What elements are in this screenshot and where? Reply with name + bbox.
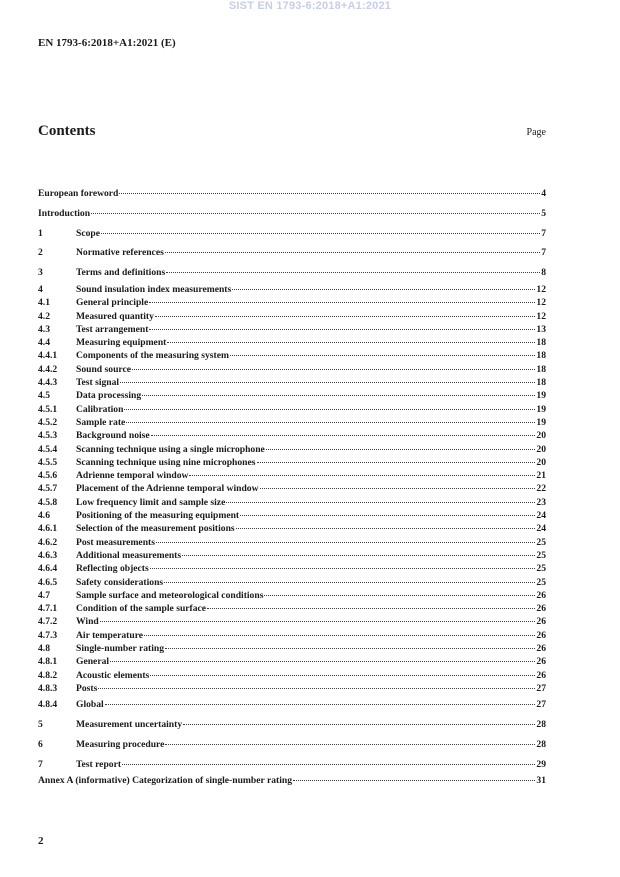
- dot-leader: [236, 527, 536, 529]
- toc-entry[interactable]: [38, 456, 546, 469]
- toc-entry-title: Additional measurements: [76, 549, 182, 561]
- toc-entry-title: Measurement uncertainty: [76, 718, 183, 730]
- toc-entry-title: Condition of the sample surface: [76, 603, 207, 615]
- toc-entry[interactable]: [38, 589, 546, 602]
- toc-entry-number: 4.8.2: [38, 669, 58, 681]
- toc-entry[interactable]: [38, 602, 546, 615]
- dot-leader: [124, 408, 535, 410]
- watermark: SIST EN 1793-6:2018+A1:2021: [228, 0, 392, 12]
- toc-entry-title: Placement of the Adrienne temporal window: [76, 483, 259, 495]
- toc-entry-page: 27: [536, 699, 546, 711]
- toc-entry[interactable]: [38, 562, 546, 575]
- toc-entry-title: Scanning technique using a single microphone: [76, 443, 265, 455]
- toc-entry[interactable]: [38, 522, 546, 535]
- toc-entry-page: 12: [536, 297, 546, 309]
- toc-entry-page: 18: [536, 363, 546, 375]
- toc-entry-page: 26: [536, 669, 546, 681]
- toc-entry-title: European foreword: [38, 188, 119, 199]
- toc-entry[interactable]: [38, 695, 546, 715]
- dot-leader: [164, 581, 535, 583]
- toc-entry-title: Data processing: [76, 390, 142, 402]
- toc-entry-page: 7: [541, 247, 546, 259]
- toc-entry-page: 22: [536, 483, 546, 495]
- toc-entry-title: Measuring procedure: [76, 738, 165, 750]
- toc-entry-number: 4.7.2: [38, 616, 58, 628]
- dot-leader: [167, 341, 535, 343]
- toc-entry-page: 24: [536, 523, 546, 535]
- dot-leader: [182, 554, 535, 556]
- toc-entry[interactable]: [38, 615, 546, 628]
- toc-entry-title: Normative references: [76, 247, 164, 259]
- dot-leader: [165, 743, 535, 745]
- dot-leader: [132, 368, 535, 370]
- toc-entry[interactable]: [38, 774, 546, 787]
- dot-leader: [105, 703, 536, 705]
- toc-entry-title: Measured quantity: [76, 310, 154, 322]
- toc-entry-title: Components of the measuring system: [76, 350, 229, 362]
- toc-entry[interactable]: [38, 755, 546, 775]
- dot-leader: [260, 487, 536, 489]
- toc-entry-page: 25: [536, 576, 546, 588]
- toc-entry-page: 18: [536, 377, 546, 389]
- toc-entry-title: Adrienne temporal window: [76, 470, 189, 482]
- toc-entry[interactable]: [38, 389, 546, 402]
- toc-entry-number: 4.6.5: [38, 576, 58, 588]
- toc-entry-number: 4.5.2: [38, 416, 58, 428]
- toc-entry-number: 4.8.4: [38, 699, 58, 711]
- toc-entry-page: 25: [536, 549, 546, 561]
- toc-entry-page: 26: [536, 656, 546, 668]
- toc-entry-page: 4: [541, 188, 546, 199]
- toc-entry[interactable]: [38, 536, 546, 549]
- dot-leader: [150, 674, 535, 676]
- toc-entry-page: 26: [536, 589, 546, 601]
- toc-entry[interactable]: [38, 669, 546, 682]
- toc-entry-page: 25: [536, 536, 546, 548]
- toc-entry-page: 20: [536, 430, 546, 442]
- toc-entry-title: Introduction: [38, 207, 91, 219]
- toc-entry[interactable]: [38, 416, 546, 429]
- dot-leader: [266, 448, 536, 450]
- toc-entry-page: 27: [536, 682, 546, 694]
- toc-entry-title: Scope: [76, 227, 100, 239]
- toc-entry-page: 31: [536, 775, 546, 787]
- toc-entry[interactable]: [38, 629, 546, 642]
- toc-entry-number: 4.5.8: [38, 496, 58, 508]
- toc-entry[interactable]: [38, 715, 546, 735]
- toc-entry-page: 24: [536, 510, 546, 522]
- toc-entry-number: 4.6: [38, 510, 50, 522]
- toc-entry-number: 6: [38, 738, 43, 750]
- toc-entry[interactable]: [38, 509, 546, 522]
- toc-entry-number: 3: [38, 267, 43, 279]
- toc-entry[interactable]: [38, 296, 546, 309]
- dot-leader: [149, 301, 535, 303]
- toc-entry[interactable]: [38, 310, 546, 323]
- dot-leader: [226, 501, 535, 503]
- toc-entry-page: 7: [541, 227, 546, 239]
- toc-entry-page: 19: [536, 416, 546, 428]
- table-of-contents: [38, 184, 546, 788]
- toc-entry-title: Scanning technique using nine microphones: [76, 456, 256, 468]
- toc-entry-title: Posts: [76, 682, 98, 694]
- toc-entry-page: 18: [536, 337, 546, 349]
- dot-leader: [165, 251, 540, 253]
- toc-entry-number: 4.5.4: [38, 443, 58, 455]
- toc-entry-title: Sound insulation index measurements: [76, 283, 232, 295]
- toc-entry[interactable]: [38, 429, 546, 442]
- toc-entry-page: 26: [536, 616, 546, 628]
- toc-entry-number: 4.6.3: [38, 549, 58, 561]
- toc-entry-number: 4.5.3: [38, 430, 58, 442]
- toc-entry-number: 4.5.6: [38, 470, 58, 482]
- toc-entry-title: Post measurements: [76, 536, 155, 548]
- toc-entry-number: 4.7.3: [38, 629, 58, 641]
- toc-entry-number: 4.5.7: [38, 483, 58, 495]
- toc-entry-number: 4: [38, 283, 43, 295]
- toc-entry-title: Reflecting objects: [76, 563, 149, 575]
- document-id: EN 1793-6:2018+A1:2021 (E): [38, 37, 176, 49]
- toc-entry[interactable]: [38, 336, 546, 349]
- dot-leader: [151, 434, 536, 436]
- toc-entry-number: 4.6.4: [38, 563, 58, 575]
- toc-entry-number: 4.8.3: [38, 682, 58, 694]
- toc-entry-title: Test arrangement: [76, 323, 149, 335]
- toc-entry-page: 12: [536, 283, 546, 295]
- toc-entry[interactable]: [38, 376, 546, 389]
- toc-entry-page: 20: [536, 456, 546, 468]
- toc-entry-number: 4.4: [38, 337, 50, 349]
- toc-entry-title: Sample rate: [76, 416, 126, 428]
- toc-entry-page: 28: [536, 718, 546, 730]
- toc-entry-number: 4.5.1: [38, 403, 58, 415]
- dot-leader: [207, 607, 535, 609]
- toc-entry-title: Acoustic elements: [76, 669, 150, 681]
- dot-leader: [293, 779, 535, 781]
- toc-entry[interactable]: [38, 363, 546, 376]
- dot-leader: [100, 620, 536, 622]
- toc-entry-page: 26: [536, 643, 546, 654]
- toc-entry-page: 13: [536, 323, 546, 335]
- toc-entry-number: 4.6.2: [38, 536, 58, 548]
- dot-leader: [119, 192, 540, 194]
- toc-entry-page: 19: [536, 390, 546, 402]
- toc-entry-title: Selection of the measurement positions: [76, 523, 235, 535]
- toc-entry[interactable]: [38, 184, 546, 204]
- toc-entry-title: General principle: [76, 297, 149, 309]
- toc-entry-number: 2: [38, 247, 43, 259]
- toc-entry-number: 4.7: [38, 589, 50, 601]
- toc-entry-number: 4.5: [38, 390, 50, 402]
- toc-entry[interactable]: [38, 243, 546, 263]
- dot-leader: [150, 567, 536, 569]
- dot-leader: [98, 687, 535, 689]
- toc-entry[interactable]: [38, 403, 546, 416]
- toc-entry-title: Safety considerations: [76, 576, 164, 588]
- dot-leader: [149, 328, 535, 330]
- toc-entry-page: 25: [536, 563, 546, 575]
- dot-leader: [240, 514, 535, 516]
- toc-entry[interactable]: [38, 735, 546, 755]
- dot-leader: [122, 763, 535, 765]
- toc-entry-number: 4.3: [38, 323, 50, 335]
- toc-entry[interactable]: [38, 283, 546, 296]
- dot-leader: [183, 723, 535, 725]
- toc-entry-number: 4.6.1: [38, 523, 58, 535]
- toc-entry[interactable]: [38, 349, 546, 362]
- toc-entry-title: Sound source: [76, 363, 132, 375]
- toc-entry-page: 29: [536, 758, 546, 770]
- toc-entry-title: Wind: [76, 616, 99, 628]
- toc-entry-title: Test signal: [76, 377, 120, 389]
- toc-entry-title: Measuring equipment: [76, 337, 167, 349]
- toc-entry-number: 5: [38, 718, 43, 730]
- toc-entry-title: Test report: [76, 758, 122, 770]
- toc-entry-number: 4.8.1: [38, 656, 58, 668]
- toc-entry[interactable]: [38, 682, 546, 695]
- dot-leader: [230, 354, 535, 356]
- toc-entry-number: 4.4.2: [38, 363, 58, 375]
- toc-entry-page: 19: [536, 403, 546, 415]
- toc-entry-page: 26: [536, 603, 546, 615]
- toc-entry-title: Terms and definitions: [76, 267, 166, 279]
- toc-entry[interactable]: [38, 576, 546, 589]
- dot-leader: [101, 232, 540, 234]
- toc-entry[interactable]: [38, 323, 546, 336]
- toc-entry-number: 1: [38, 227, 43, 239]
- toc-entry[interactable]: [38, 469, 546, 482]
- toc-entry-title: Sample surface and meteorological conditions: [76, 589, 264, 601]
- toc-entry[interactable]: [38, 549, 546, 562]
- toc-entry-title: Calibration: [76, 403, 124, 415]
- dot-leader: [165, 647, 535, 649]
- dot-leader: [232, 288, 535, 290]
- toc-entry-number: 4.4.1: [38, 350, 58, 362]
- dot-leader: [144, 634, 535, 636]
- toc-entry-title: General: [76, 656, 110, 668]
- toc-entry-title: Global: [76, 699, 104, 711]
- toc-entry-number: 4.1: [38, 297, 50, 309]
- toc-entry-page: 23: [536, 496, 546, 508]
- toc-entry-title: Positioning of the measuring equipment: [76, 510, 240, 522]
- page-number: 2: [38, 835, 44, 847]
- dot-leader: [126, 421, 535, 423]
- toc-entry[interactable]: [38, 642, 546, 655]
- dot-leader: [120, 381, 535, 383]
- dot-leader: [110, 660, 535, 662]
- toc-entry[interactable]: [38, 224, 546, 244]
- toc-entry-number: 4.4.3: [38, 377, 58, 389]
- dot-leader: [166, 271, 540, 273]
- toc-entry-title: Single-number rating: [76, 643, 165, 654]
- page-title: Contents: [38, 123, 96, 139]
- toc-entry-title: Air temperature: [76, 629, 144, 641]
- toc-entry-number: 7: [38, 758, 43, 770]
- toc-entry-page: 20: [536, 443, 546, 455]
- toc-entry[interactable]: [38, 496, 546, 509]
- toc-entry-page: 8: [541, 267, 546, 279]
- toc-entry-page: 18: [536, 350, 546, 362]
- toc-entry-page: 12: [536, 310, 546, 322]
- toc-entry-page: 26: [536, 629, 546, 641]
- dot-leader: [155, 315, 535, 317]
- toc-entry-title: Background noise: [76, 430, 150, 442]
- dot-leader: [142, 394, 535, 396]
- page-column-label: Page: [526, 127, 546, 138]
- dot-leader: [264, 594, 535, 596]
- dot-leader: [189, 474, 535, 476]
- toc-entry-title: Annex A (informative) Categorization of single-number rating: [38, 775, 293, 787]
- toc-entry[interactable]: [38, 204, 546, 224]
- toc-entry-number: 4.5.5: [38, 456, 58, 468]
- toc-entry-number: 4.7.1: [38, 603, 58, 615]
- toc-entry-page: 28: [536, 738, 546, 750]
- dot-leader: [257, 461, 536, 463]
- toc-entry[interactable]: [38, 443, 546, 456]
- toc-entry-page: 5: [541, 207, 546, 219]
- dot-leader: [91, 212, 540, 214]
- toc-entry-title: Low frequency limit and sample size: [76, 496, 226, 508]
- toc-entry-page: 21: [536, 470, 546, 482]
- toc-entry[interactable]: [38, 655, 546, 668]
- toc-entry[interactable]: [38, 482, 546, 495]
- toc-entry-number: 4.2: [38, 310, 50, 322]
- dot-leader: [156, 541, 535, 543]
- toc-entry[interactable]: [38, 263, 546, 283]
- toc-entry-number: 4.8: [38, 643, 50, 654]
